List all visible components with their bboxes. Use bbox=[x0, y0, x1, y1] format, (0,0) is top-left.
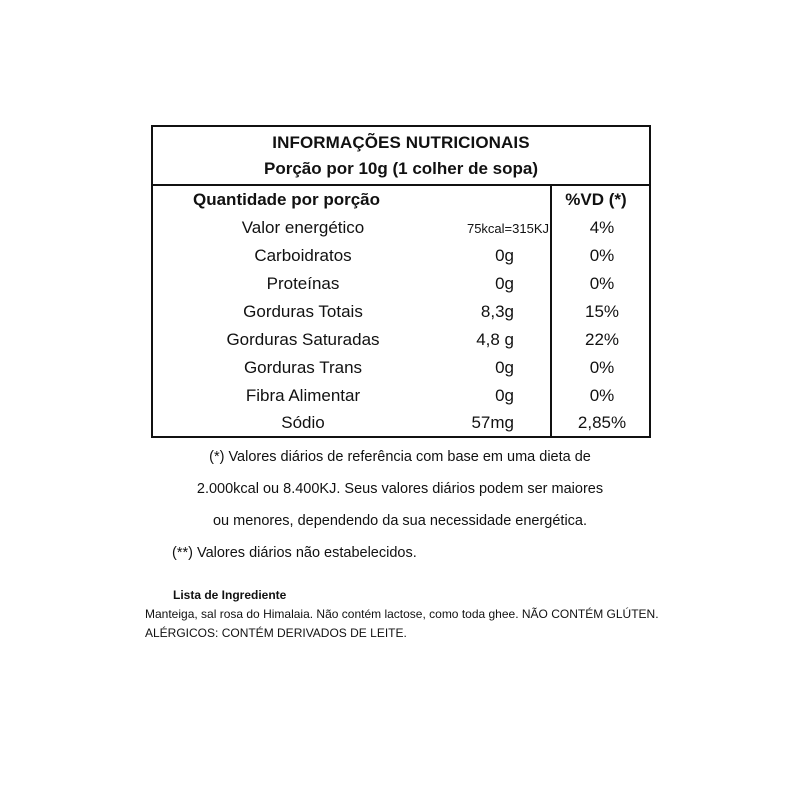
nutrient-vd: 0% bbox=[589, 386, 615, 405]
allergen-info: ALÉRGICOS: CONTÉM DERIVADOS DE LEITE. bbox=[145, 626, 407, 640]
nutrient-vd: 15% bbox=[584, 302, 620, 321]
table-row bbox=[153, 302, 649, 330]
table-row bbox=[153, 246, 649, 274]
footnote-line: (**) Valores diários não estabelecidos. bbox=[172, 545, 417, 561]
nutrient-vd: 0% bbox=[589, 358, 615, 377]
nutrient-name: Sódio bbox=[281, 413, 325, 432]
table-title: INFORMAÇÕES NUTRICIONAIS bbox=[272, 133, 530, 152]
table-header bbox=[153, 127, 649, 186]
nutrient-name: Carboidratos bbox=[254, 246, 352, 265]
nutrient-name: Fibra Alimentar bbox=[245, 386, 361, 405]
table-row bbox=[153, 413, 649, 441]
nutrient-amount: 57mg bbox=[471, 413, 514, 432]
table-row bbox=[153, 330, 649, 358]
nutrient-amount: 8,3g bbox=[480, 302, 514, 321]
nutrient-name: Proteínas bbox=[266, 274, 340, 293]
footnotes bbox=[150, 441, 650, 569]
footnote-line: ou menores, dependendo da sua necessidade energética. bbox=[212, 513, 588, 529]
nutrient-amount: 0g bbox=[495, 246, 514, 265]
nutrient-name: Gorduras Totais bbox=[243, 302, 363, 321]
ingredients-section bbox=[145, 586, 659, 643]
nutrient-amount: 0g bbox=[495, 386, 514, 405]
column-header-vd: %VD (*) bbox=[565, 190, 627, 209]
table-row bbox=[153, 218, 649, 246]
nutrient-amount: 75kcal=315KJ bbox=[466, 221, 549, 236]
nutrient-amount: 0g bbox=[495, 274, 514, 293]
footnote-line: (*) Valores diários de referência com base em uma dieta de bbox=[209, 449, 591, 465]
nutrient-vd: 22% bbox=[584, 330, 620, 349]
table-row bbox=[153, 386, 649, 414]
nutrient-amount: 4,8 g bbox=[476, 330, 514, 349]
nutrient-name: Gorduras Saturadas bbox=[226, 330, 380, 349]
nutrition-facts-table bbox=[151, 125, 651, 438]
ingredients-title: Lista de Ingrediente bbox=[173, 588, 287, 602]
portion-size: Porção por 10g (1 colher de sopa) bbox=[264, 159, 538, 178]
table-row bbox=[153, 358, 649, 386]
nutrient-name: Gorduras Trans bbox=[243, 358, 363, 377]
column-header-quantity: Quantidade por porção bbox=[193, 190, 381, 209]
footnote-line: 2.000kcal ou 8.400KJ. Seus valores diários podem ser maiores bbox=[196, 481, 604, 497]
nutrient-name: Valor energético bbox=[241, 218, 365, 237]
nutrient-amount: 0g bbox=[495, 358, 514, 377]
nutrient-vd: 4% bbox=[589, 218, 615, 237]
nutrient-vd: 0% bbox=[589, 246, 615, 265]
table-row bbox=[153, 274, 649, 302]
nutrient-vd: 0% bbox=[589, 274, 615, 293]
ingredients-list: Manteiga, sal rosa do Himalaia. Não contém lactose, como toda ghee. NÃO CONTÉM GLÚTEN. bbox=[145, 607, 659, 621]
nutrient-vd: 2,85% bbox=[577, 413, 627, 432]
